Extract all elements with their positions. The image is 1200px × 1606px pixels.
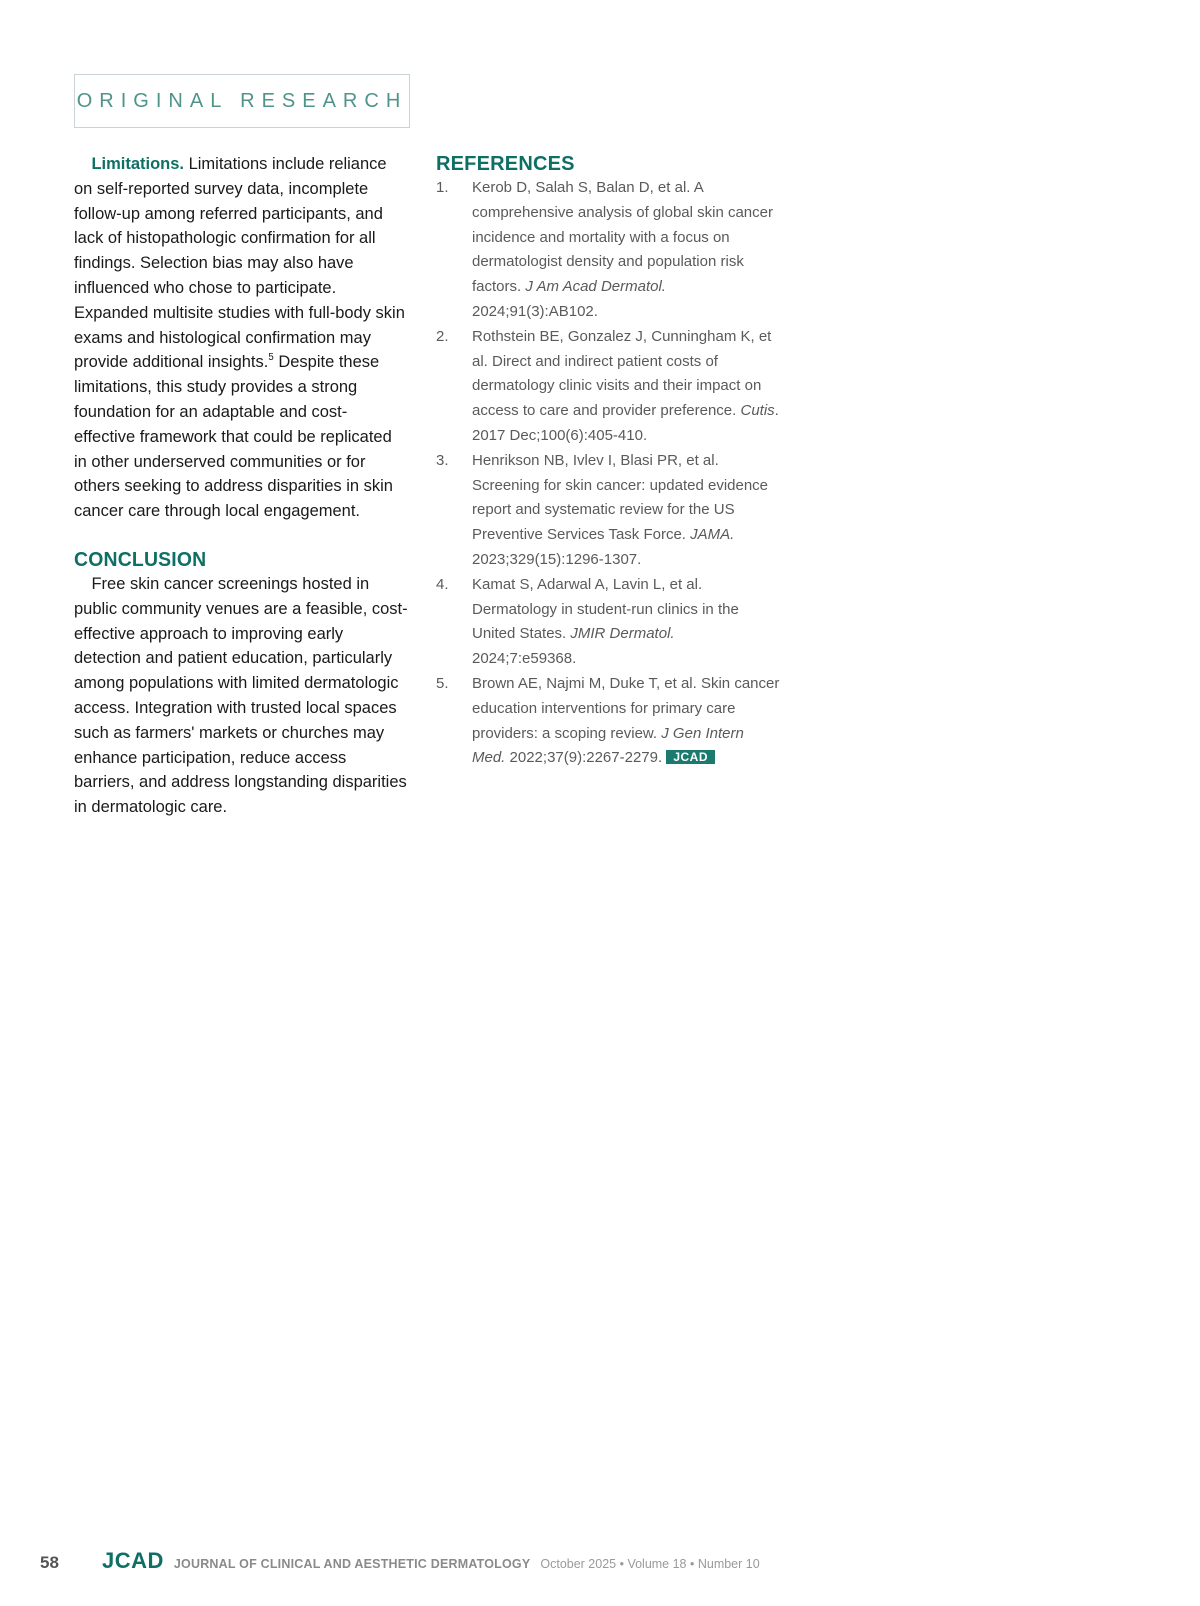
limitations-paragraph <box>74 152 408 524</box>
reference-details: . 2017 Dec;100(6):405-410. <box>472 402 779 444</box>
conclusion-paragraph: Free skin cancer screenings hosted in public community venues are a feasible, cost-effective approach to improving early detection and patient education, particularly among populations with limited dermatologic access. Integration with trusted local spaces such as farmers' markets or churches may enhance participation, reduce access barriers, and address longstanding disparities in dermatologic care. <box>74 573 408 817</box>
reference-details: 2022;37(9):2267-2279. <box>505 749 667 767</box>
reference-details: 2024;91(3):AB102. <box>472 302 598 320</box>
reference-citation: Henrikson NB, Ivlev I, Blasi PR, et al. Screening for skin cancer: updated evidence report and systematic review for the US Preventive Services Task Force. <box>472 451 769 544</box>
reference-text <box>472 672 780 771</box>
reference-item-2 <box>436 325 780 449</box>
reference-journal: JAMA. <box>690 526 735 544</box>
reference-number: 2. <box>436 327 449 345</box>
references-column <box>436 152 780 771</box>
issue-info: October 2025 • Volume 18 • Number 10 <box>540 1557 760 1571</box>
reference-text <box>472 325 780 449</box>
references-heading: REFERENCES <box>436 153 575 175</box>
reference-citation: Kerob D, Salah S, Balan D, et al. A comprehensive analysis of global skin cancer incidence and mortality with a focus on dermatologist density and population risk factors. <box>472 179 773 296</box>
reference-item-1 <box>436 176 780 325</box>
reference-number: 3. <box>436 451 449 469</box>
reference-journal: JMIR Dermatol. <box>570 625 675 643</box>
reference-details: 2024;7:e59368. <box>472 650 577 668</box>
reference-text <box>472 176 780 325</box>
reference-journal: J Am Acad Dermatol. <box>525 278 666 296</box>
reference-number: 4. <box>436 575 449 593</box>
page-footer <box>40 1548 760 1578</box>
reference-item-4 <box>436 573 780 672</box>
reference-journal: J Gen Intern Med. <box>472 724 744 767</box>
reference-text <box>472 449 780 573</box>
reference-number: 5. <box>436 674 449 692</box>
reference-details: 2023;329(15):1296-1307. <box>472 550 642 568</box>
reference-citation: Brown AE, Najmi M, Duke T, et al. Skin cancer education interventions for primary care providers: a scoping review. <box>472 674 780 742</box>
conclusion-heading: CONCLUSION <box>74 548 207 571</box>
reference-item-3 <box>436 449 780 573</box>
reference-text <box>472 573 780 672</box>
end-of-article-badge: JCAD <box>666 750 715 764</box>
journal-name: JOURNAL OF CLINICAL AND AESTHETIC DERMATOLOGY <box>173 1557 531 1571</box>
reference-citation: Rothstein BE, Gonzalez J, Cunningham K, et al. Direct and indirect patient costs of dermatology clinic visits and their impact on access to care and provider preference. <box>472 327 772 420</box>
page-number: 58 <box>40 1553 59 1572</box>
reference-journal: Cutis <box>740 402 775 420</box>
limitations-label: Limitations. <box>91 154 185 173</box>
section-label-box <box>74 74 410 128</box>
limitations-text: Limitations include reliance on self-reported survey data, incomplete follow-up among referred participants, and lack of histopathologic confirmation for all findings. Selection bias may also have influenced who chose to participate. Expanded multisite studies with full-body skin exams and histological confirmation may provide additional insights. <box>74 154 405 372</box>
citation-superscript: 5 <box>268 352 274 364</box>
section-label: ORIGINAL RESEARCH <box>76 89 408 112</box>
reference-citation: Kamat S, Adarwal A, Lavin L, et al. Dermatology in student-run clinics in the United States. <box>472 575 739 643</box>
reference-list <box>436 176 780 771</box>
reference-number: 1. <box>436 179 449 196</box>
reference-item-5 <box>436 672 780 771</box>
left-column <box>74 152 408 820</box>
journal-logo: JCAD <box>102 1548 164 1573</box>
limitations-text-after: Despite these limitations, this study provides a strong foundation for an adaptable and cost-effective framework that could be replicated in other underserved communities or for others seeking to address disparities in skin cancer care through local engagement. <box>74 352 393 521</box>
